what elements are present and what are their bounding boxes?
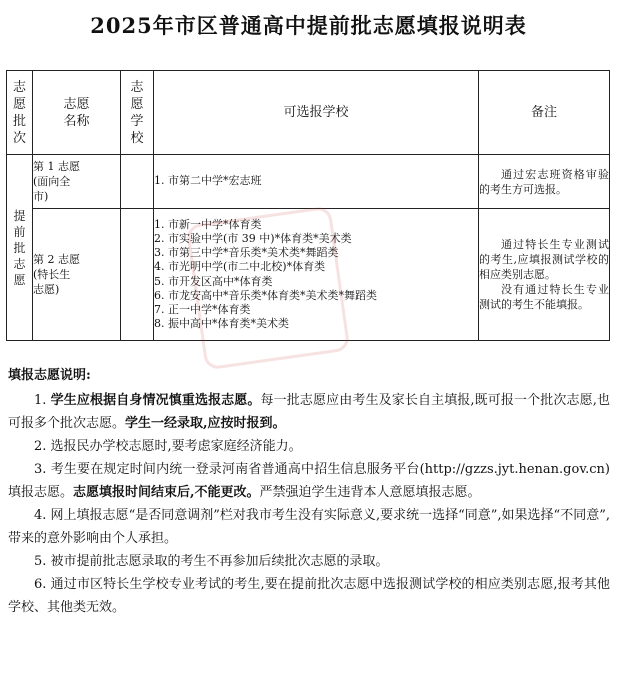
instruction-text: 3. 考生要在规定时间内统一登录河南省普通高中招生信息服务平台(http://gzzs.jyt.henan.gov.cn)填报志愿。 (8, 462, 610, 500)
line: 1. 市新一中学*体育类 (154, 217, 262, 231)
header-school (121, 71, 154, 155)
line: 校 (130, 130, 144, 146)
instruction-text: 1. (34, 393, 51, 408)
line: 志愿 (63, 96, 90, 112)
line: 6. 市龙安高中*音乐类*体育类*美术类*舞蹈类 (154, 288, 377, 302)
instruction-item (8, 550, 610, 573)
instruction-text: 2. 选报民办学校志愿时,要考虑家庭经济能力。 (34, 439, 302, 454)
emphasis-text: 学生一经录取,应按时报到。 (125, 416, 286, 431)
line: 批 (13, 240, 26, 255)
batch-label (7, 155, 33, 341)
line: 8. 振中高中*体育类*美术类 (154, 317, 289, 331)
instruction-item (8, 458, 610, 504)
line: 前 (13, 224, 26, 239)
instruction-item (8, 389, 610, 435)
volunteer-table (6, 70, 610, 341)
line: 4. 市光明中学(市二中北校)*体育类 (154, 260, 326, 274)
table-row (7, 209, 610, 341)
instruction-text: 5. 被市提前批志愿录取的考生不再参加后续批次志愿的录取。 (34, 554, 389, 569)
line: 志 (13, 256, 26, 271)
instruction-text: 严禁强迫学生违背本人意愿填报志愿。 (259, 485, 481, 500)
row1-schools (154, 155, 479, 209)
header-batch (7, 71, 33, 155)
row1-name (33, 155, 121, 209)
line: 志 (12, 79, 26, 95)
header-options: 可选报学校 (154, 71, 479, 155)
line: 名称 (63, 113, 90, 129)
line: 愿 (130, 96, 144, 112)
line: 第 1 志愿 (33, 160, 80, 173)
line: 志愿) (33, 283, 60, 296)
note-paragraph: 没有通过特长生专业测试的考生不能填报。 (479, 283, 609, 311)
line: 市) (33, 190, 49, 203)
instruction-text: 6. 通过市区特长生学校专业考试的考生,要在提前批次志愿中选报测试学校的相应类别志愿,报考其他学校、其他类无效。 (8, 577, 610, 615)
table-row (7, 155, 610, 209)
row1-note (479, 155, 610, 209)
emphasis-text: 志愿填报时间结束后,不能更改。 (73, 485, 260, 500)
instruction-text: 每一批志愿应由考生及家长自主填报,既可报一个批次志愿,也可报多个批次志愿。 (8, 393, 610, 431)
row1-school-empty (121, 155, 154, 209)
line: (特长生 (33, 268, 71, 281)
row2-schools (154, 209, 479, 341)
header-remarks: 备注 (479, 71, 610, 155)
line: 愿 (13, 272, 26, 287)
note-paragraph: 通过宏志班资格审验的考生方可选报。 (479, 167, 609, 196)
line: 3. 市第三中学*音乐类*美术类*舞蹈类 (154, 246, 339, 260)
line: 次 (12, 130, 26, 146)
page-title: 2025年市区普通高中提前批志愿填报说明表 (90, 13, 527, 38)
line: 愿 (12, 96, 26, 112)
instruction-item (8, 504, 610, 550)
line: 学 (130, 113, 144, 129)
line: 1. 市第二中学*宏志班 (154, 174, 262, 188)
line: 2. 市实验中学(市 39 中)*体育类*美术类 (154, 231, 352, 245)
row2-name (33, 209, 121, 341)
instruction-text: 4. 网上填报志愿“是否同意调剂”栏对我市考生没有实际意义,要求统一选择“同意”,如果选择“不同意”,带来的意外影响由个人承担。 (8, 508, 610, 546)
note-paragraph: 通过特长生专业测试的考生,应填报测试学校的相应类别志愿。 (479, 238, 609, 281)
line: 第 2 志愿 (33, 253, 80, 266)
row2-school-empty (121, 209, 154, 341)
instructions-list (8, 389, 610, 619)
line: 7. 正一中学*体育类 (154, 302, 251, 316)
line: 批 (12, 113, 26, 129)
row2-note (479, 209, 610, 341)
line: 提 (13, 208, 26, 223)
line: 志 (130, 79, 144, 95)
instruction-item (8, 573, 610, 619)
header-name (33, 71, 121, 155)
line: (面向全 (33, 175, 71, 188)
line: 5. 市开发区高中*体育类 (154, 274, 273, 288)
instruction-item (8, 435, 610, 458)
instructions-heading: 填报志愿说明: (8, 368, 91, 383)
emphasis-text: 学生应根据自身情况慎重选报志愿。 (50, 393, 261, 408)
instructions (8, 364, 610, 619)
table-header-row (7, 71, 610, 155)
